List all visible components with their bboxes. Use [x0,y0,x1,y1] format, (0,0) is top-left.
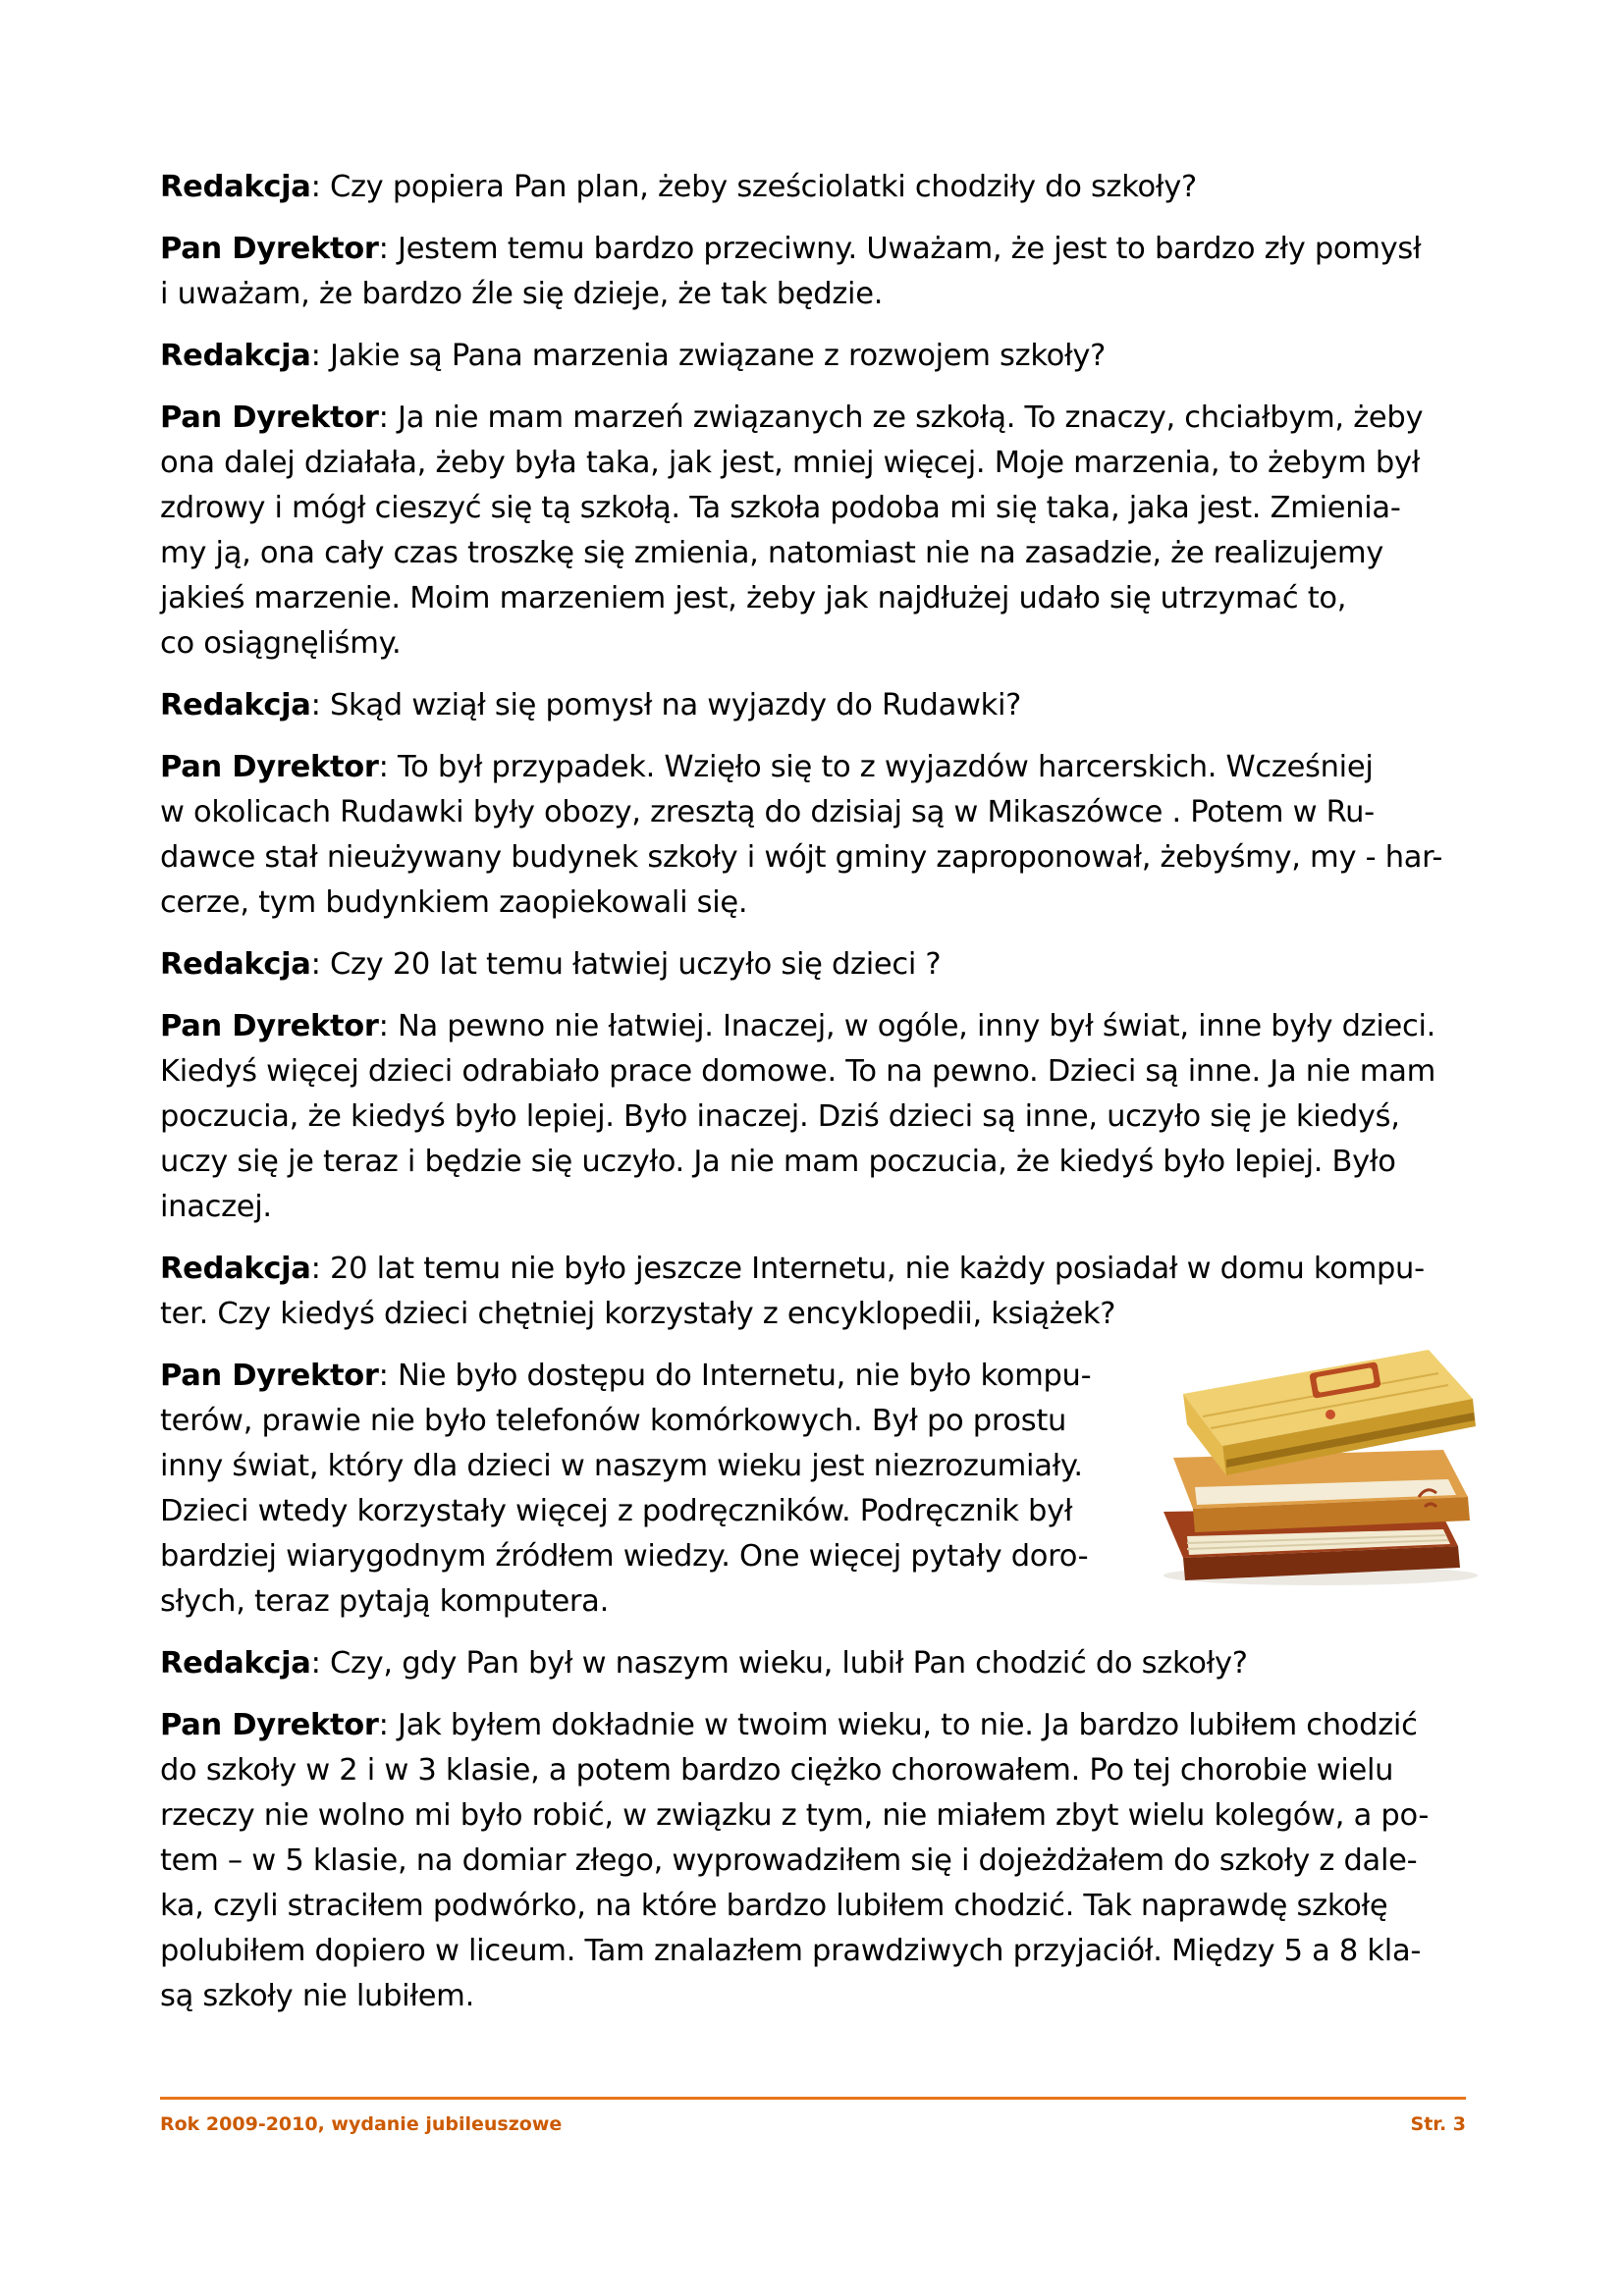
text-line [160,835,1466,881]
text-line [160,1839,1466,1884]
line-text: rzeczy nie wolno mi było robić, w związku z tym, nie miałem zbyt wielu kolegów, a po- [160,1798,1430,1833]
question-paragraph [160,942,1466,988]
speaker-label: Redakcja [160,1646,311,1681]
text-line [160,1929,1466,1974]
line-text: : Jak byłem dokładnie w twoim wieku, to nie. Ja bardzo lubiłem chodzić [378,1708,1418,1742]
text-line [160,745,1466,790]
answer-paragraph [160,745,1466,926]
speaker-label: Redakcja [160,688,311,722]
text-line [160,1884,1466,1929]
line-text: poczucia, że kiedyś było lepiej. Było inaczej. Dziś dzieci są inne, uczyło się je kiedyś, [160,1099,1400,1134]
text-line [160,1974,1466,2019]
line-text: w okolicach Rudawki były obozy, zresztą do dzisiaj są w Mikaszówce . Potem w Ru- [160,795,1375,829]
text-line [160,1292,1466,1337]
text-line [160,942,1466,988]
line-text: dawce stał nieużywany budynek szkoły i wójt gminy zaproponował, żebyśmy, my - har- [160,840,1443,875]
text-line [160,486,1466,531]
text-line [160,1095,1466,1140]
line-text: bardziej wiarygodnym źródłem wiedzy. One więcej pytały doro- [160,1539,1089,1574]
text-line [160,531,1466,576]
speaker-label: Redakcja [160,170,311,204]
line-text: : Na pewno nie łatwiej. Inaczej, w ogóle, inny był świat, inne były dzieci. [378,1009,1436,1043]
speaker-label: Pan Dyrektor [160,1708,379,1742]
line-text: jakieś marzenie. Moim marzeniem jest, żeby jak najdłużej udało się utrzymać to, [160,581,1347,615]
speaker-label: Redakcja [160,1252,311,1286]
text-line [160,1748,1466,1793]
text-line [160,1641,1466,1686]
line-text: : 20 lat temu nie było jeszcze Internetu, nie każdy posiadał w domu kompu- [310,1252,1425,1286]
text-line [160,272,1466,317]
text-line [160,790,1466,835]
line-text: co osiągnęliśmy. [160,626,402,661]
text-line [160,396,1466,441]
speaker-label: Redakcja [160,947,311,982]
text-line [160,621,1466,667]
text-line [160,1185,1466,1230]
text-line [160,1247,1466,1292]
text-line [160,334,1466,379]
text-line [160,881,1466,926]
question-paragraph [160,334,1466,379]
line-text: i uważam, że bardzo źle się dzieje, że tak będzie. [160,277,884,311]
question-paragraph [160,165,1466,210]
footer-divider [160,2097,1466,2100]
line-text: zdrowy i mógł cieszyć się tą szkołą. Ta szkoła podoba mi się taka, jaka jest. Zmienia- [160,491,1401,525]
text-line [160,576,1466,621]
answer-paragraph [160,227,1466,317]
line-text: do szkoły w 2 i w 3 klasie, a potem bardzo ciężko chorowałem. Po tej chorobie wielu [160,1753,1394,1788]
speaker-label: Pan Dyrektor [160,750,379,784]
line-text: : Jestem temu bardzo przeciwny. Uważam, że jest to bardzo zły pomysł [378,232,1422,266]
text-line [160,1703,1466,1748]
footer-page-number: Str. 3 [1410,2113,1466,2135]
speaker-label: Pan Dyrektor [160,1359,379,1393]
line-text: ka, czyli straciłem podwórko, na które bardzo lubiłem chodzić. Tak naprawdę szkołę [160,1889,1388,1923]
line-text: : Czy, gdy Pan był w naszym wieku, lubił Pan chodzić do szkoły? [310,1646,1248,1681]
line-text: : Skąd wziął się pomysł na wyjazdy do Rudawki? [310,688,1022,722]
text-line [160,1793,1466,1839]
line-text: my ją, ona cały czas troszkę się zmienia, natomiast nie na zasadzie, że realizujemy [160,536,1383,570]
line-text: uczy się je teraz i będzie się uczyło. Ja nie mam poczucia, że kiedyś było lepiej. Było [160,1145,1396,1179]
line-text: Dzieci wtedy korzystały więcej z podręczników. Podręcznik był [160,1494,1073,1528]
speaker-label: Pan Dyrektor [160,1009,379,1043]
line-text: : Czy popiera Pan plan, żeby sześciolatki chodziły do szkoły? [310,170,1197,204]
footer-edition: Rok 2009-2010, wydanie jubileuszowe [160,2113,563,2135]
line-text: terów, prawie nie było telefonów komórkowych. Był po prostu [160,1404,1067,1438]
line-text: : Nie było dostępu do Internetu, nie było kompu- [378,1359,1092,1393]
line-text: ter. Czy kiedyś dzieci chętniej korzystały z encyklopedii, książek? [160,1297,1116,1331]
line-text: tem – w 5 klasie, na domiar złego, wyprowadziłem się i dojeżdżałem do szkoły z dale- [160,1843,1418,1878]
line-text: : Ja nie mam marzeń związanych ze szkołą. To znaczy, chciałbym, żeby [378,400,1424,435]
text-line [160,1004,1466,1049]
line-text: ona dalej działała, żeby była taka, jak jest, mniej więcej. Moje marzenia, to żebym był [160,446,1421,480]
speaker-label: Redakcja [160,339,311,373]
books-stack-icon [1144,1340,1483,1590]
text-line [160,227,1466,272]
speaker-label: Pan Dyrektor [160,232,379,266]
line-text: : Czy 20 lat temu łatwiej uczyło się dzieci ? [310,947,942,982]
text-line [160,1140,1466,1185]
text-line [160,441,1466,486]
text-line [160,165,1466,210]
speaker-label: Pan Dyrektor [160,400,379,435]
line-text: cerze, tym budynkiem zaopiekowali się. [160,885,748,920]
question-paragraph [160,683,1466,728]
line-text: inny świat, który dla dzieci w naszym wieku jest niezrozumiały. [160,1449,1083,1483]
line-text: są szkoły nie lubiłem. [160,1979,474,2013]
line-text: : To był przypadek. Wzięło się to z wyjazdów harcerskich. Wcześniej [378,750,1374,784]
text-line [160,683,1466,728]
answer-paragraph [160,1004,1466,1230]
line-text: słych, teraz pytają komputera. [160,1584,609,1619]
question-paragraph [160,1641,1466,1686]
line-text: inaczej. [160,1190,272,1224]
line-text: polubiłem dopiero w liceum. Tam znalazłem prawdziwych przyjaciół. Między 5 a 8 kla- [160,1934,1422,1968]
text-line [160,1049,1466,1095]
question-paragraph [160,1247,1466,1337]
answer-paragraph [160,396,1466,667]
line-text: Kiedyś więcej dzieci odrabiało prace domowe. To na pewno. Dzieci są inne. Ja nie mam [160,1054,1436,1089]
line-text: : Jakie są Pana marzenia związane z rozwojem szkoły? [310,339,1106,373]
article-body [160,165,1466,2036]
answer-paragraph [160,1703,1466,2019]
